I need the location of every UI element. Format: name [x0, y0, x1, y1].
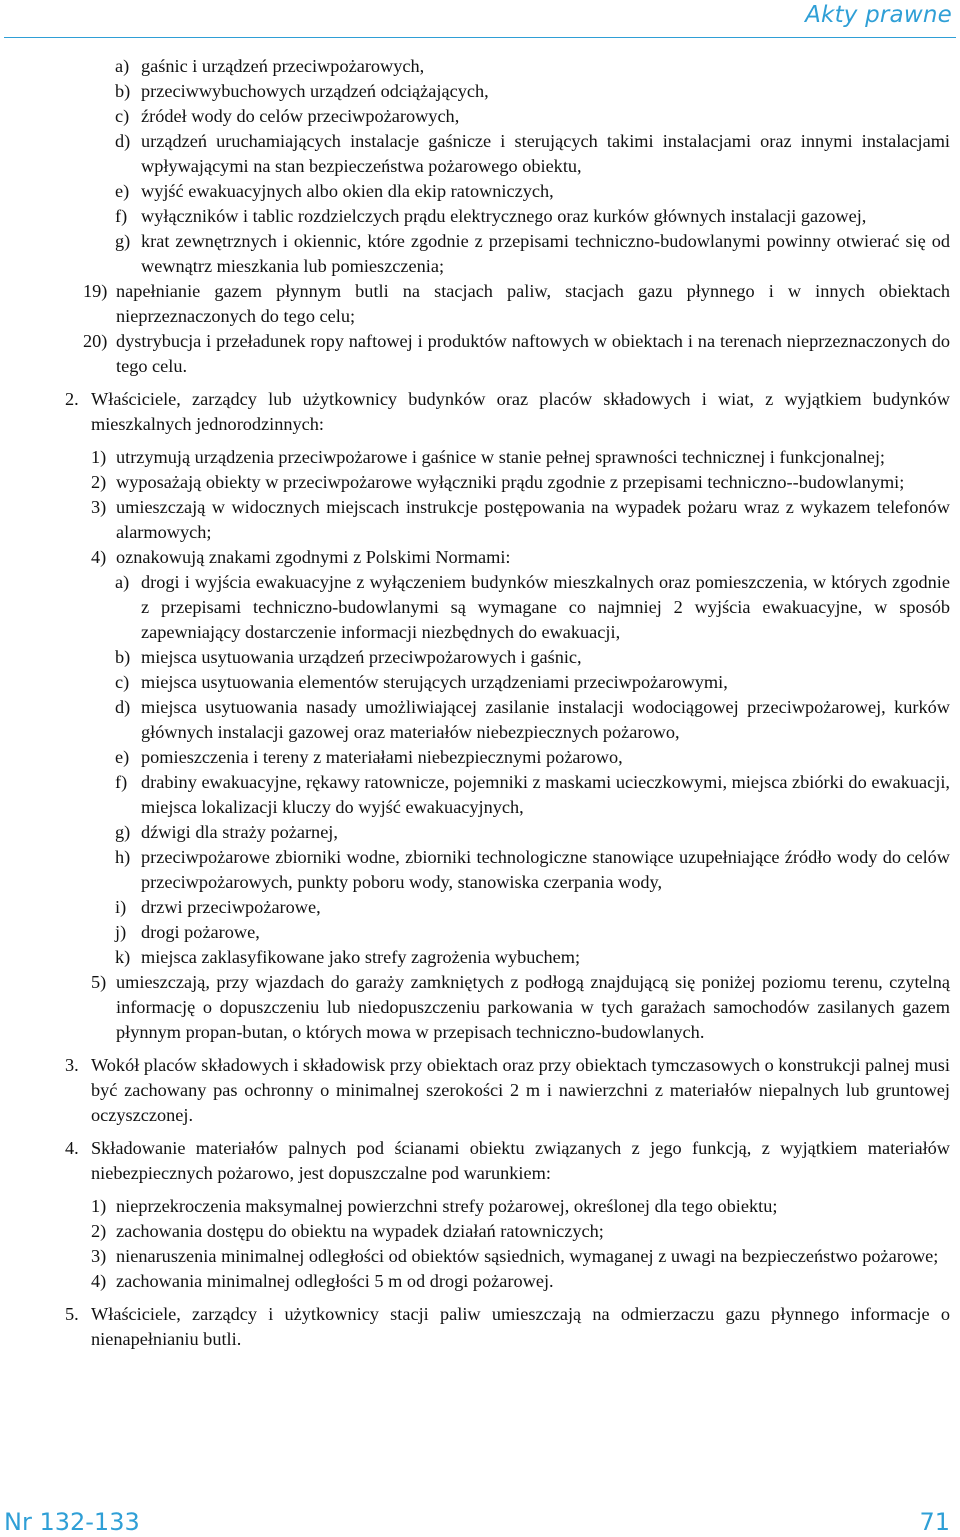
lettered-subitem — [115, 204, 950, 229]
numbered-item — [91, 1219, 950, 1244]
list-item-text: miejsca usytuowania urządzeń przeciwpożarowych i gaśnic, — [141, 647, 582, 667]
page-number: 71 — [919, 1508, 950, 1536]
lettered-subitem — [115, 945, 950, 970]
list-item-text: umieszczają, przy wjazdach do garaży zamkniętych z podłogą znajdującą się poniżej poziomu terenu, czytelną informację o dopuszczeniu lub niedopuszczeniu parkowania w tych garażach samochodów zasilanych gazem płynnym propan-butan, o których mowa w przepisach techniczno-budowlanych. — [116, 972, 950, 1042]
list-item-text: przeciwpożarowe zbiorniki wodne, zbiorniki technologiczne stanowiące uzupełniające źródło wody do celów przeciwpożarowych, punkty poboru wody, stanowiska czerpania wody, — [141, 847, 950, 892]
paragraph-spacer — [0, 1045, 960, 1053]
numbered-item — [91, 445, 950, 470]
list-marker: 2) — [91, 472, 107, 492]
list-marker: d) — [115, 697, 131, 717]
list-item-text: drogi i wyjścia ewakuacyjne z wyłączeniem budynków mieszkalnych oraz pomieszczenia, w których zgodnie z przepisami techniczno-budowlanymi są wymagane co najmniej 2 wyjścia ewakuacyjne, w sposób zapewniający dostarczenie informacji niezbędnych do ewakuacji, — [141, 572, 950, 642]
lettered-subitem — [115, 54, 950, 79]
list-marker: 5) — [91, 972, 107, 992]
lettered-subitem — [115, 670, 950, 695]
numbered-paragraph — [65, 1136, 950, 1186]
list-item-text: miejsca usytuowania elementów sterujących urządzeniami przeciwpożarowymi, — [141, 672, 728, 692]
list-marker: i) — [115, 897, 127, 917]
list-item-text: Właściciele, zarządcy i użytkownicy stacji paliw umieszczają na odmierzaczu gazu płynnego informacje o nienapełnianiu butli. — [91, 1304, 950, 1349]
list-marker: d) — [115, 131, 131, 151]
list-marker: 4) — [91, 1271, 107, 1291]
list-marker: e) — [115, 747, 130, 767]
lettered-subitem — [115, 695, 950, 745]
list-item-text: krat zewnętrznych i okiennic, które zgodnie z przepisami techniczno-budowlanymi powinny otwierać się od wewnątrz mieszkania lub pomieszczenia; — [141, 231, 950, 276]
list-item-text: nienaruszenia minimalnej odległości od obiektów sąsiednich, wymaganej z uwagi na bezpieczeństwo pożarowe; — [116, 1246, 939, 1266]
paragraph-spacer — [0, 437, 960, 445]
list-item-text: urządzeń uruchamiających instalacje gaśnicze i sterujących takimi instalacjami oraz innymi instalacjami wpływającymi na stan bezpieczeństwa pożarowego obiektu, — [141, 131, 950, 176]
list-item-text: drzwi przeciwpożarowe, — [141, 897, 321, 917]
numbered-item — [91, 1244, 950, 1269]
list-marker: 20) — [83, 331, 108, 351]
lettered-subitem — [115, 179, 950, 204]
issue-number: Nr 132-133 — [4, 1508, 140, 1536]
list-item-text: Wokół placów składowych i składowisk przy obiektach oraz przy obiektach tymczasowych o konstrukcji palnej musi być zachowany pas ochronny o minimalnej szerokości 2 m i nawierzchni z materiałów niepalnych lub gruntowej oczyszczonej. — [91, 1055, 950, 1125]
numbered-paragraph — [65, 387, 950, 437]
list-marker: a) — [115, 56, 130, 76]
lettered-subitem — [115, 895, 950, 920]
list-marker: 3) — [91, 1246, 107, 1266]
list-marker: c) — [115, 106, 130, 126]
paragraph-spacer — [0, 1294, 960, 1302]
list-item-text: oznakowują znakami zgodnymi z Polskimi Normami: — [116, 547, 511, 567]
list-marker: 2. — [65, 389, 79, 409]
list-item-text: drogi pożarowe, — [141, 922, 260, 942]
list-item-text: miejsca zaklasyfikowane jako strefy zagrożenia wybuchem; — [141, 947, 581, 967]
list-marker: b) — [115, 647, 131, 667]
list-marker: 1) — [91, 1196, 107, 1216]
list-item-text: wyposażają obiekty w przeciwpożarowe wyłączniki prądu zgodnie z przepisami techniczno--budowlanymi; — [116, 472, 905, 492]
list-item-text: wyjść ewakuacyjnych albo okien dla ekip ratowniczych, — [141, 181, 554, 201]
list-item-text: wyłączników i tablic rozdzielczych prądu elektrycznego oraz kurków głównych instalacji gazowej, — [141, 206, 867, 226]
list-item-text: źródeł wody do celów przeciwpożarowych, — [141, 106, 460, 126]
list-marker: 4. — [65, 1138, 79, 1158]
lettered-subitem — [115, 104, 950, 129]
numbered-item — [91, 970, 950, 1045]
lettered-subitem — [115, 570, 950, 645]
numbered-item — [91, 1194, 950, 1219]
lettered-subitem — [115, 820, 950, 845]
list-item-text: Właściciele, zarządcy lub użytkownicy budynków oraz placów składowych i wiat, z wyjątkiem budynków mieszkalnych jednorodzinnych: — [91, 389, 950, 434]
list-item-text: gaśnic i urządzeń przeciwpożarowych, — [141, 56, 425, 76]
paragraph-spacer — [0, 1186, 960, 1194]
list-marker: c) — [115, 672, 130, 692]
list-item-text: dystrybucja i przeładunek ropy naftowej i produktów naftowych w obiektach i na terenach nieprzeznaczonych do tego celu. — [116, 331, 950, 376]
list-marker: 1) — [91, 447, 107, 467]
paragraph-spacer — [0, 379, 960, 387]
numbered-item — [91, 495, 950, 545]
numbered-item — [83, 329, 950, 379]
list-marker: 5. — [65, 1304, 79, 1324]
list-marker: b) — [115, 81, 131, 101]
list-marker: a) — [115, 572, 130, 592]
list-marker: e) — [115, 181, 130, 201]
list-item-text: dźwigi dla straży pożarnej, — [141, 822, 338, 842]
lettered-subitem — [115, 745, 950, 770]
lettered-subitem — [115, 129, 950, 179]
list-item-text: utrzymują urządzenia przeciwpożarowe i gaśnice w stanie pełnej sprawności technicznej i funkcjonalnej; — [116, 447, 886, 467]
list-item-text: nieprzekroczenia maksymalnej powierzchni strefy pożarowej, określonej dla tego obiektu; — [116, 1196, 778, 1216]
list-marker: 2) — [91, 1221, 107, 1241]
list-marker: j) — [115, 922, 127, 942]
list-item-text: zachowania dostępu do obiektu na wypadek działań ratowniczych; — [116, 1221, 604, 1241]
lettered-subitem — [115, 770, 950, 820]
list-item-text: przeciwwybuchowych urządzeń odciążających, — [141, 81, 489, 101]
list-marker: 4) — [91, 547, 107, 567]
list-marker: g) — [115, 231, 131, 251]
numbered-item — [91, 470, 950, 495]
header-divider — [4, 37, 956, 38]
list-marker: h) — [115, 847, 131, 867]
list-marker: k) — [115, 947, 131, 967]
list-item-text: napełnianie gazem płynnym butli na stacjach paliw, stacjach gazu płynnego i w innych obiektach nieprzeznaczonych do tego celu; — [116, 281, 950, 326]
page-header-title: Akty prawne — [805, 2, 952, 28]
list-marker: g) — [115, 822, 131, 842]
list-marker: 3. — [65, 1055, 79, 1075]
lettered-subitem — [115, 920, 950, 945]
list-item-text: Składowanie materiałów palnych pod ścianami obiektu związanych z jego funkcją, z wyjątkiem materiałów niebezpiecznych pożarowo, jest dopuszczalne pod warunkiem: — [91, 1138, 950, 1183]
numbered-paragraph — [65, 1302, 950, 1352]
lettered-subitem — [115, 645, 950, 670]
list-marker: 19) — [83, 281, 108, 301]
list-marker: 3) — [91, 497, 107, 517]
numbered-item — [91, 1269, 950, 1294]
lettered-subitem — [115, 79, 950, 104]
numbered-paragraph — [65, 1053, 950, 1128]
list-item-text: drabiny ewakuacyjne, rękawy ratownicze, pojemniki z maskami ucieczkowymi, miejsca zbiórki do ewakuacji, miejsca lokalizacji kluczy do wyjść ewakuacyjnych, — [141, 772, 950, 817]
lettered-subitem — [115, 229, 950, 279]
document-body — [0, 54, 960, 1352]
numbered-item — [91, 545, 950, 570]
list-marker: f) — [115, 772, 128, 792]
list-item-text: zachowania minimalnej odległości 5 m od drogi pożarowej. — [116, 1271, 554, 1291]
numbered-item — [83, 279, 950, 329]
list-marker: f) — [115, 206, 128, 226]
lettered-subitem — [115, 845, 950, 895]
list-item-text: umieszczają w widocznych miejscach instrukcje postępowania na wypadek pożaru wraz z wykazem telefonów alarmowych; — [116, 497, 950, 542]
list-item-text: pomieszczenia i tereny z materiałami niebezpiecznymi pożarowo, — [141, 747, 623, 767]
paragraph-spacer — [0, 1128, 960, 1136]
list-item-text: miejsca usytuowania nasady umożliwiającej zasilanie instalacji wodociągowej przeciwpożarowej, kurków głównych instalacji gazowej oraz materiałów niebezpiecznych pożarowo, — [141, 697, 950, 742]
